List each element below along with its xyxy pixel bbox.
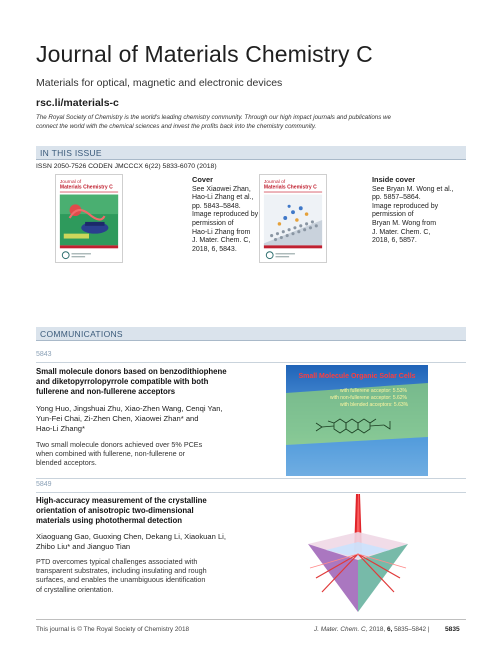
cover-line: 2018, 6, 5843. bbox=[192, 245, 237, 253]
author-line: Yun-Fei Chai, Zi-Zhen Chen, Xiaowei Zhan* and bbox=[36, 414, 199, 423]
cover-image bbox=[55, 174, 123, 263]
in-this-issue-bar bbox=[36, 146, 466, 160]
inside-cover-line: 2018, 6, 5857. bbox=[372, 237, 417, 245]
inside-cover-line: Bryan M. Wong from bbox=[372, 219, 437, 227]
article-2-rule-top bbox=[36, 478, 466, 479]
abstract-line: PTD overcomes typical challenges associated with bbox=[36, 557, 198, 566]
abstract-line: blended acceptors. bbox=[36, 458, 97, 468]
abstract-line: of crystalline orientation. bbox=[36, 584, 114, 594]
footer-page-number: 5835 bbox=[445, 626, 460, 633]
graphic-title: Small Molecule Organic Solar Cells bbox=[298, 373, 416, 380]
article-1-rule bbox=[36, 362, 466, 363]
article-1-graphic bbox=[286, 365, 428, 476]
cover-image-title: Materials Chemistry C bbox=[59, 184, 113, 191]
cover-image-title: Journal of bbox=[59, 179, 82, 185]
issn-line: ISSN 2050-7526 CODEN JMCCCX 6(22) 5833-6070 (2018) bbox=[36, 163, 217, 170]
inside-cover-image bbox=[259, 174, 327, 263]
footer-journal: J. Mater. Chem. C, bbox=[314, 626, 368, 633]
rsc-blurb-line: The Royal Society of Chemistry is the world's leading chemistry community. Through our high impact journals and publications we bbox=[36, 114, 391, 121]
inside-cover-heading: Inside cover bbox=[372, 175, 416, 184]
inside-cover-line: permission of bbox=[372, 211, 414, 219]
footer-pages: 5835–5842 bbox=[394, 626, 427, 633]
footer-year: 2018, bbox=[369, 626, 386, 633]
cover-line: pp. 5843–5848. bbox=[192, 202, 241, 210]
article-2-graphic bbox=[296, 494, 420, 616]
article-1-page[interactable]: 5843 bbox=[36, 351, 52, 358]
journal-subtitle: Materials for optical, magnetic and electronic devices bbox=[36, 77, 283, 89]
abstract-line: surfaces, and enables the unambiguous identification bbox=[36, 575, 206, 585]
cover-line: J. Mater. Chem. C, bbox=[192, 237, 251, 245]
article-2-page[interactable]: 5849 bbox=[36, 481, 52, 488]
journal-url[interactable]: rsc.li/materials-c bbox=[36, 97, 119, 109]
article-1-authors bbox=[36, 404, 223, 434]
inside-cover-image-title: Journal of bbox=[263, 179, 286, 185]
cover-line: Hao-Li Zhang et al., bbox=[192, 194, 254, 202]
journal-title: Journal of Materials Chemistry C bbox=[36, 41, 373, 67]
article-title-line: fullerene and non-fullerene acceptors bbox=[36, 387, 176, 396]
inside-cover-line: Image reproduced by bbox=[372, 202, 439, 210]
inside-cover-line: pp. 5857–5864. bbox=[372, 194, 421, 202]
graphic-line: with fullerene acceptor: 5.53% bbox=[340, 388, 407, 394]
inside-cover-line: See Bryan M. Wong et al., bbox=[372, 185, 454, 193]
cover-line: See Xiaowei Zhan, bbox=[192, 185, 251, 193]
footer-separator: | bbox=[427, 626, 430, 633]
abstract-line: transparent substrates, including insulating and rough bbox=[36, 566, 207, 576]
article-2-rule bbox=[36, 492, 466, 493]
author-line: Xiaoguang Gao, Guoxing Chen, Dekang Li, Xiaokuan Li, bbox=[36, 532, 226, 541]
cover-line: permission of bbox=[192, 219, 234, 227]
article-2-authors bbox=[36, 532, 226, 552]
communications-label: COMMUNICATIONS bbox=[40, 329, 123, 339]
rsc-blurb-line: connect the world with the chemical sciences and invest the profits back into the chemistry community. bbox=[36, 122, 317, 130]
article-title-line: and diketopyrrolopyrrole compatible with both bbox=[36, 377, 209, 386]
article-1-title[interactable] bbox=[36, 367, 227, 397]
cover-line: Image reproduced by bbox=[192, 211, 259, 219]
communications-bar bbox=[36, 327, 466, 341]
inside-cover-caption bbox=[372, 176, 454, 246]
article-title-line: materials using photothermal detection bbox=[36, 516, 182, 525]
footer-copyright: This journal is © The Royal Society of Chemistry 2018 bbox=[36, 626, 190, 633]
inside-cover-line: J. Mater. Chem. C, bbox=[372, 228, 431, 236]
graphic-line: with blended acceptors: 5.63% bbox=[340, 402, 409, 408]
footer-volume: 6, bbox=[386, 626, 393, 633]
article-title-line: orientation of anisotropic two-dimensional bbox=[36, 506, 194, 515]
article-1-abstract bbox=[36, 440, 202, 468]
article-title-line: Small molecule donors based on benzodithiophene bbox=[36, 367, 227, 376]
article-title-line: High-accuracy measurement of the crystalline bbox=[36, 496, 207, 505]
abstract-line: when combined with fullerene, non-fullerene or bbox=[36, 449, 186, 459]
author-line: Hao-Li Zhang* bbox=[36, 424, 85, 433]
footer-citation bbox=[314, 626, 430, 633]
inside-cover-image-title: Materials Chemistry C bbox=[263, 184, 317, 191]
graphic-line: with non-fullerene acceptor: 5.62% bbox=[330, 395, 407, 401]
article-2-title[interactable] bbox=[36, 496, 207, 526]
cover-caption bbox=[192, 176, 258, 254]
author-line: Yong Huo, Jingshuai Zhu, Xiao-Zhen Wang, Cenqi Yan, bbox=[36, 404, 223, 413]
rsc-blurb bbox=[36, 114, 466, 131]
in-this-issue-label: IN THIS ISSUE bbox=[40, 148, 102, 158]
abstract-line: Two small molecule donors achieved over 5% PCEs bbox=[36, 440, 203, 449]
cover-line: Hao-Li Zhang from bbox=[192, 228, 251, 236]
article-2-abstract bbox=[36, 557, 207, 594]
author-line: Zhibo Liu* and Jianguo Tian bbox=[36, 542, 131, 551]
cover-heading: Cover bbox=[192, 175, 213, 184]
footer-rule bbox=[36, 619, 466, 620]
